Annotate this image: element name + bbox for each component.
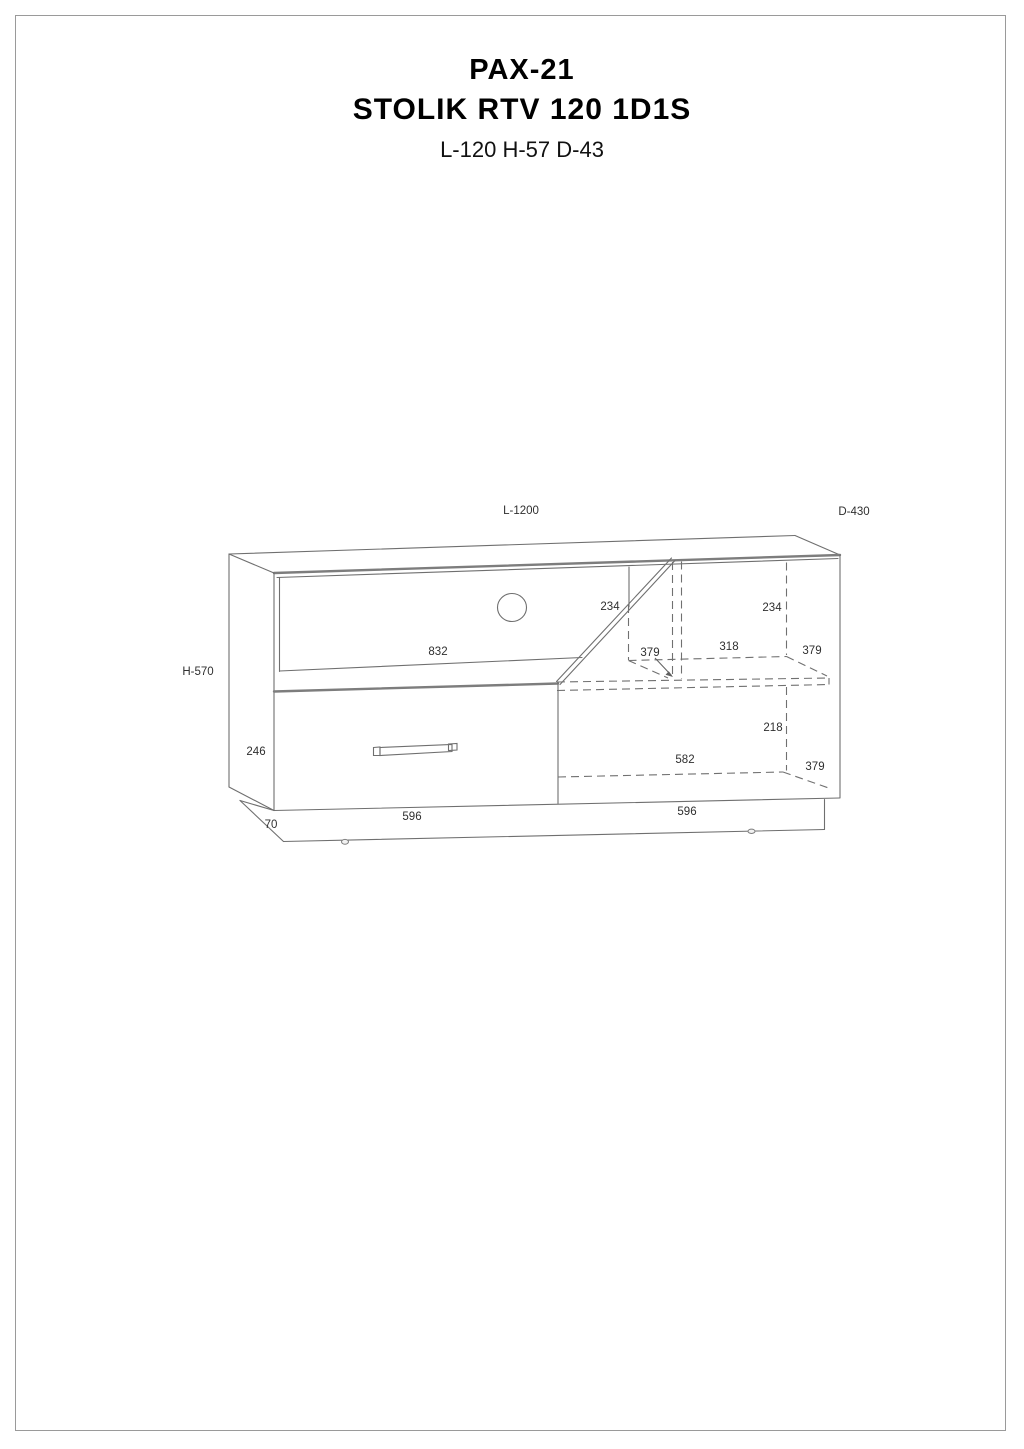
- dim-shelf-depth-right: 379: [802, 645, 822, 657]
- dimensions-summary: L-120 H-57 D-43: [440, 137, 604, 162]
- plinth-foot: [748, 829, 755, 833]
- dimension-labels: [182, 505, 869, 831]
- dim-shelf-back-width: 318: [719, 641, 739, 653]
- dim-under-shelf-height: 218: [763, 722, 783, 734]
- dim-niche-height: 234: [600, 601, 620, 613]
- dim-right-top-height: 234: [762, 602, 782, 614]
- dim-door-width: 596: [677, 806, 697, 818]
- dim-drawer-front-height: 246: [246, 746, 266, 758]
- dimension-leader: [655, 658, 673, 677]
- dim-depth-overall: D-430: [838, 506, 870, 518]
- dim-plinth-height: 70: [264, 819, 278, 831]
- plinth-foot: [342, 839, 349, 844]
- dim-length-overall: L-1200: [503, 505, 539, 517]
- product-title: STOLIK RTV 120 1D1S: [352, 93, 692, 126]
- dim-height-overall: H-570: [182, 666, 214, 678]
- drawer-handle: [374, 744, 458, 756]
- dim-interior-width: 582: [675, 754, 695, 766]
- model-title: PAX-21: [469, 54, 575, 86]
- dim-niche-width: 832: [428, 646, 448, 658]
- dim-drawer-width: 596: [402, 811, 422, 823]
- dim-bottom-depth: 379: [805, 761, 825, 773]
- dim-shelf-depth-left: 379: [640, 647, 660, 659]
- cable-hole: [498, 594, 527, 622]
- cabinet-outline: [229, 536, 840, 842]
